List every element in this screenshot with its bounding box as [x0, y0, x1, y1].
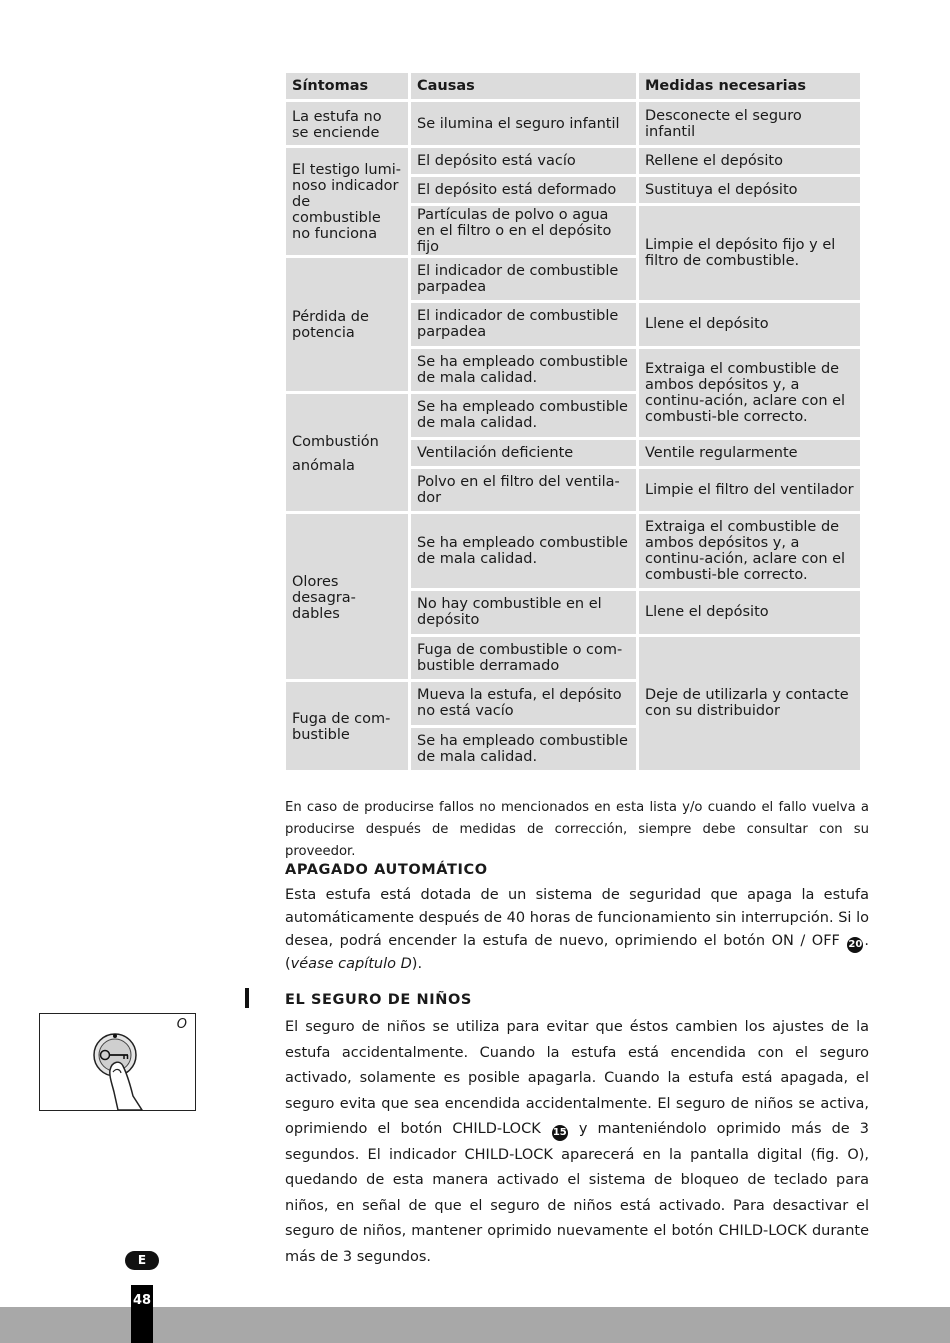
- button-15-badge: 15: [552, 1125, 568, 1141]
- symptom-cell: [286, 394, 408, 511]
- child-lock-paragraph: [285, 1015, 869, 1270]
- measure-cell: Ventile regularmente: [639, 440, 860, 466]
- measure-cell: Sustituya el depósito: [639, 177, 860, 203]
- cause-cell: Se ha empleado combustible de mala calidad.: [411, 514, 636, 588]
- figure-label: O: [176, 1017, 187, 1032]
- symptom-cell: Pérdida de potencia: [286, 258, 408, 391]
- symptom-cell: Olores desagra-dables: [286, 514, 408, 679]
- cause-cell: Fuga de combustible o com-bustible derramado: [411, 637, 636, 679]
- table-row: [286, 514, 860, 588]
- measure-cell: Extraiga el combustible de ambos depósitos y, a continu-ación, aclare con el combusti-ble correcto.: [639, 349, 860, 437]
- chapter-reference: véase capítulo D: [290, 956, 412, 972]
- troubleshooting-table: [283, 70, 863, 773]
- table-header-row: [286, 73, 860, 99]
- supplier-note: En caso de producirse fallos no mencionados en esta lista y/o cuando el fallo vuelva a producirse después de medidas de corrección, siempre debe consultar con su proveedor.: [285, 800, 869, 859]
- measure-cell: Desconecte el seguro infantil: [639, 102, 860, 144]
- figure-o: [39, 1013, 196, 1111]
- cause-cell: El depósito está vacío: [411, 148, 636, 174]
- cause-cell: Se ha empleado combustible de mala calidad.: [411, 394, 636, 436]
- measure-cell: Rellene el depósito: [639, 148, 860, 174]
- button-20-badge: 20: [847, 937, 863, 953]
- measure-cell: Limpie el filtro del ventilador: [639, 469, 860, 511]
- margin-marker: [245, 988, 249, 1008]
- table-row: [286, 102, 860, 144]
- child-lock-text: El seguro de niños se utiliza para evitar que éstos cambien los ajustes de la estufa accidentalmente. Cuando la estufa está encendida con el seguro activado, solamente es posible apagarla. Cuando la estufa está apagada, el seguro evita que sea encendida accidentalmente. El seguro de niños se activa, oprimiendo el botón CHILD-LOCK: [285, 1019, 869, 1137]
- auto-off-text-end: ).: [411, 956, 423, 972]
- measure-cell: Llene el depósito: [639, 303, 860, 345]
- table-row: [286, 148, 860, 174]
- cause-cell: Polvo en el filtro del ventila-dor: [411, 469, 636, 511]
- symptom-cell: El testigo lumi-noso indicador de combustible no funciona: [286, 148, 408, 255]
- page-tab: [131, 1285, 153, 1343]
- measure-cell: Llene el depósito: [639, 591, 860, 633]
- page-number: 48: [132, 1293, 152, 1308]
- auto-off-paragraph: [285, 884, 869, 976]
- cause-cell: El indicador de combustible parpadea: [411, 303, 636, 345]
- cause-cell: Partículas de polvo o agua en el filtro o en el depósito fijo: [411, 206, 636, 255]
- header-measures: Medidas necesarias: [639, 73, 860, 99]
- header-symptoms: Síntomas: [286, 73, 408, 99]
- header-causes: Causas: [411, 73, 636, 99]
- symptom-cell: La estufa no se enciende: [286, 102, 408, 144]
- child-lock-text-after: y manteniéndolo oprimido más de 3 segundos. El indicador CHILD-LOCK aparecerá en la pantalla digital (fig. O), quedando de esta manera activado el sistema de bloqueo de teclado para niños, en señal de que el seguro de niños está activado. Para desactivar el seguro de niños, mantener oprimido nuevamente el botón CHILD-LOCK durante más de 3 segundos.: [285, 1121, 869, 1265]
- measure-cell: Limpie el depósito fijo y el filtro de combustible.: [639, 206, 860, 300]
- key-button-icon: [40, 1014, 195, 1110]
- cause-cell: Se ilumina el seguro infantil: [411, 102, 636, 144]
- cause-cell: El indicador de combustible parpadea: [411, 258, 636, 300]
- symptom-text: Combustión anómala: [292, 433, 379, 474]
- cause-cell: Se ha empleado combustible de mala calidad.: [411, 349, 636, 391]
- cause-cell: Mueva la estufa, el depósito no está vacío: [411, 682, 636, 724]
- auto-off-title: APAGADO AUTOMÁTICO: [285, 862, 488, 878]
- cause-cell: Se ha empleado combustible de mala calidad.: [411, 728, 636, 771]
- cause-cell: Ventilación deficiente: [411, 440, 636, 466]
- cause-cell: El depósito está deformado: [411, 177, 636, 203]
- cause-cell: No hay combustible en el depósito: [411, 591, 636, 633]
- auto-off-text: Esta estufa está dotada de un sistema de seguridad que apaga la estufa automáticamente después de 40 horas de funcionamiento sin interrupción. Si lo desea, podrá encender la estufa de nuevo, oprimiendo el botón ON / OFF: [285, 887, 869, 949]
- measure-cell: Deje de utilizarla y contacte con su distribuidor: [639, 637, 860, 770]
- symptom-cell: Fuga de com-bustible: [286, 682, 408, 770]
- language-badge: E: [125, 1251, 159, 1270]
- auto-off-text-mid: . (: [285, 933, 869, 972]
- child-lock-title: EL SEGURO DE NIÑOS: [285, 992, 472, 1008]
- measure-cell: Extraiga el combustible de ambos depósitos y, a continu-ación, aclare con el combusti-ble correcto.: [639, 514, 860, 588]
